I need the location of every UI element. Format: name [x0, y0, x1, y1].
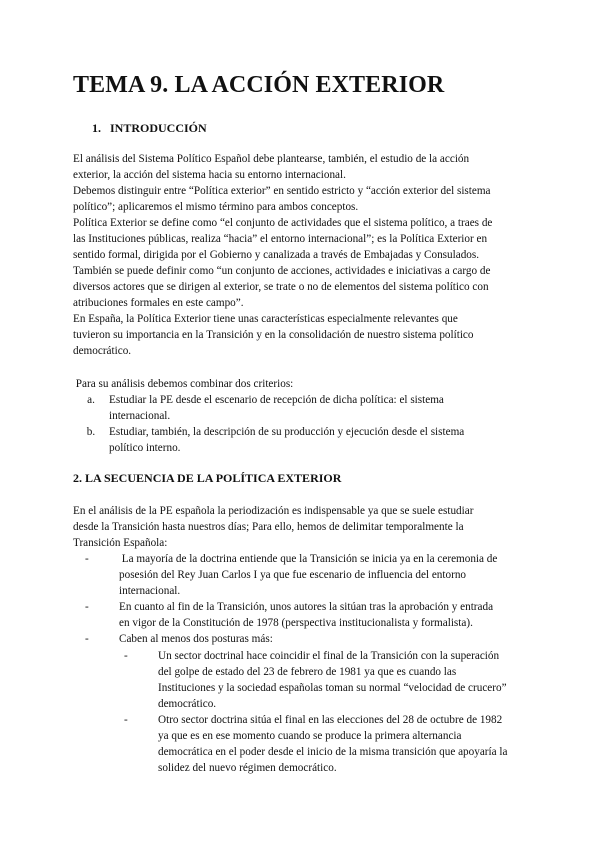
text-line: sentido formal, dirigida por el Gobierno y canalizada a través de Embajadas y Consulados. [73, 249, 480, 261]
list-item [73, 392, 533, 424]
list-item [73, 631, 533, 647]
list-item [73, 424, 533, 456]
text-line: político interno. [109, 442, 181, 454]
list-marker: - [124, 714, 128, 726]
text-line: desde la Transición hasta nuestros días; Para ello, hemos de delimitar temporalmente la [73, 521, 464, 533]
text-line: Para su análisis debemos combinar dos criterios: [73, 378, 294, 390]
text-line: tuvieron su importancia en la Transición y en la consolidación de nuestro sistema político [73, 329, 474, 341]
text-line: internacional. [109, 410, 171, 422]
text-line: Otro sector doctrina sitúa el final en las elecciones del 28 de octubre de 1982 [158, 714, 503, 726]
section-heading-introduccion [92, 121, 207, 136]
section-heading-text: INTRODUCCIÓN [110, 121, 207, 135]
text-line: del golpe de estado del 23 de febrero de 1981 ya que es cuando las [158, 666, 457, 678]
bullet-list [73, 551, 533, 647]
text-line: democrático. [158, 698, 217, 710]
text-line: democrática en el poder desde el inicio de la misma transición que apoyaría la [158, 746, 508, 758]
list-item [110, 648, 533, 712]
text-line: Estudiar la PE desde el escenario de recepción de dicha política: el sistema [109, 394, 444, 406]
text-line: diversos actores que se dirigen al exterior, se trate o no de elementos del sistema político con [73, 281, 489, 293]
text-line: internacional. [119, 585, 181, 597]
criteria-list [73, 392, 533, 456]
text-line: El análisis del Sistema Político Español debe plantearse, también, el estudio de la acción [73, 153, 470, 165]
text-line: Caben al menos dos posturas más: [119, 633, 273, 645]
list-item [73, 599, 533, 631]
list-marker: - [85, 633, 89, 645]
text-line: Política Exterior se define como “el conjunto de actividades que el sistema político, a traes de [73, 217, 493, 229]
list-marker: - [85, 601, 89, 613]
list-marker: - [85, 553, 89, 565]
text-line: También se puede definir como “un conjunto de acciones, actividades e iniciativas a cargo de [73, 265, 491, 277]
list-marker: - [124, 650, 128, 662]
criteria-intro [73, 376, 533, 392]
text-line: En España, la Política Exterior tiene unas características especialmente relevantes que [73, 313, 458, 325]
text-line: Instituciones y la sociedad españolas toman su normal “velocidad de crucero” [158, 682, 507, 694]
text-line: Debemos distinguir entre “Política exterior” en sentido estricto y “acción exterior del sistema [73, 185, 491, 197]
document-title: TEMA 9. LA ACCIÓN EXTERIOR [73, 72, 445, 98]
text-line: En el análisis de la PE española la periodización es indispensable ya que se suele estudiar [73, 505, 474, 517]
section2-paragraph [73, 503, 533, 551]
text-line: democrático. [73, 345, 132, 357]
text-line: En cuanto al fin de la Transición, unos autores la sitúan tras la aprobación y entrada [119, 601, 494, 613]
list-marker: b. [86, 426, 96, 438]
list-item [73, 551, 533, 599]
section-heading-secuencia: 2. LA SECUENCIA DE LA POLÍTICA EXTERIOR [73, 471, 342, 485]
text-line: exterior, la acción del sistema hacia su entorno internacional. [73, 169, 346, 181]
text-line: solidez del nuevo régimen democrático. [158, 762, 337, 774]
text-line: posesión del Rey Juan Carlos I ya que fue escenario de influencia del entorno [119, 569, 467, 581]
list-item [110, 712, 533, 776]
text-line: las Instituciones públicas, realiza “hacia” el entorno internacional”; es la Política Exterior en [73, 233, 488, 245]
text-line: atribuciones formales en este campo”. [73, 297, 244, 309]
list-marker: a. [87, 394, 95, 406]
sub-bullet-list [110, 648, 533, 776]
text-line: en vigor de la Constitución de 1978 (perspectiva institucionalista y formalista). [119, 617, 473, 629]
intro-paragraph [73, 151, 533, 359]
text-line: Estudiar, también, la descripción de su producción y ejecución desde el sistema [109, 426, 465, 438]
text-line: Un sector doctrinal hace coincidir el final de la Transición con la superación [158, 650, 500, 662]
text-line: político”; aplicaremos el mismo término para ambos conceptos. [73, 201, 359, 213]
text-line: La mayoría de la doctrina entiende que la Transición se inicia ya en la ceremonia de [119, 553, 498, 565]
text-line: ya que es en ese momento cuando se produce la primera alternancia [158, 730, 462, 742]
section-number: 1. [92, 121, 101, 135]
text-line: Transición Española: [73, 537, 168, 549]
